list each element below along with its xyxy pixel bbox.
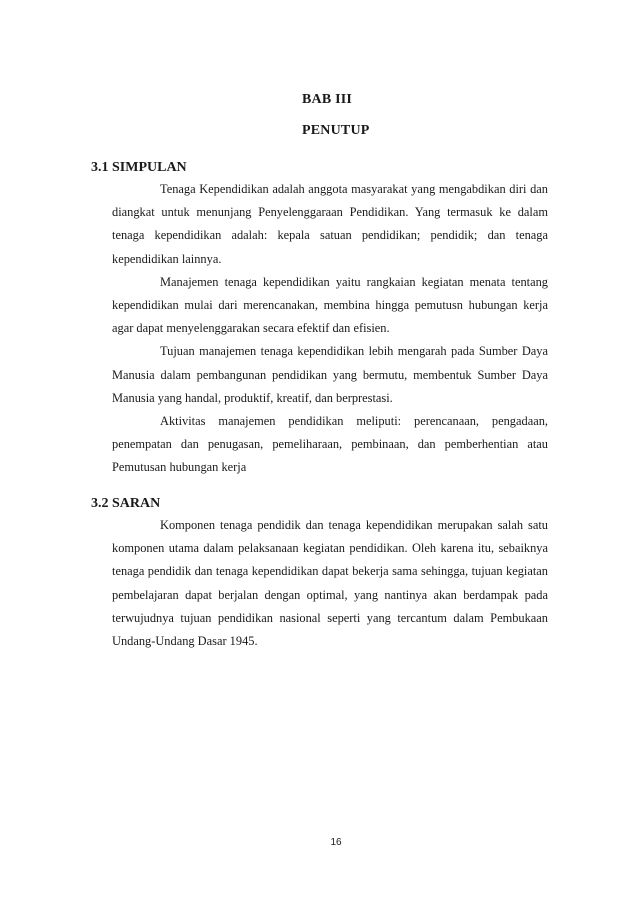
paragraph: Aktivitas manajemen pendidikan meliputi: perencanaan, pengadaan, penempatan dan penugasan, pemeliharaan, pembinaan, dan pemberhentian atau Pemutusan hubungan kerja [112,414,548,475]
chapter-number: BAB III [302,92,353,107]
section-body-saran [112,514,548,653]
section-heading-simpulan: 3.1 SIMPULAN [91,160,187,175]
section-body-simpulan [112,178,548,480]
paragraph: Tenaga Kependidikan adalah anggota masyarakat yang mengabdikan diri dan diangkat untuk menunjang Penyelenggaraan Pendidikan. Yang termasuk ke dalam tenaga kependidikan adalah: kepala satuan pendidikan; pendidik; dan tenaga kependidikan lainnya. [112,182,548,266]
chapter-title: PENUTUP [302,123,370,138]
paragraph: Komponen tenaga pendidik dan tenaga kependidikan merupakan salah satu komponen utama dalam pelaksanaan kegiatan pendidikan. Oleh karena itu, sebaiknya tenaga pendidik dan tenaga kependidikan dapat bekerja sama sehingga, tujuan kegiatan pembelajaran dapat berjalan dengan optimal, yang nantinya akan berdampak pada terwujudnya tujuan pendidikan nasional seperti yang tercantum dalam Pembukaan Undang-Undang Dasar 1945. [112,518,548,649]
paragraph: Tujuan manajemen tenaga kependidikan lebih mengarah pada Sumber Daya Manusia dalam pembangunan pendidikan yang bermutu, membentuk Sumber Daya Manusia yang handal, produktif, kreatif, dan berprestasi. [112,344,548,405]
paragraph: Manajemen tenaga kependidikan yaitu rangkaian kegiatan menata tentang kependidikan mulai dari merencanakan, membina hingga pemutusn hubungan kerja agar dapat menyelenggarakan secara efektif dan efisien. [112,274,548,336]
page-number: 16 [330,837,342,848]
section-heading-saran: 3.2 SARAN [91,496,161,511]
